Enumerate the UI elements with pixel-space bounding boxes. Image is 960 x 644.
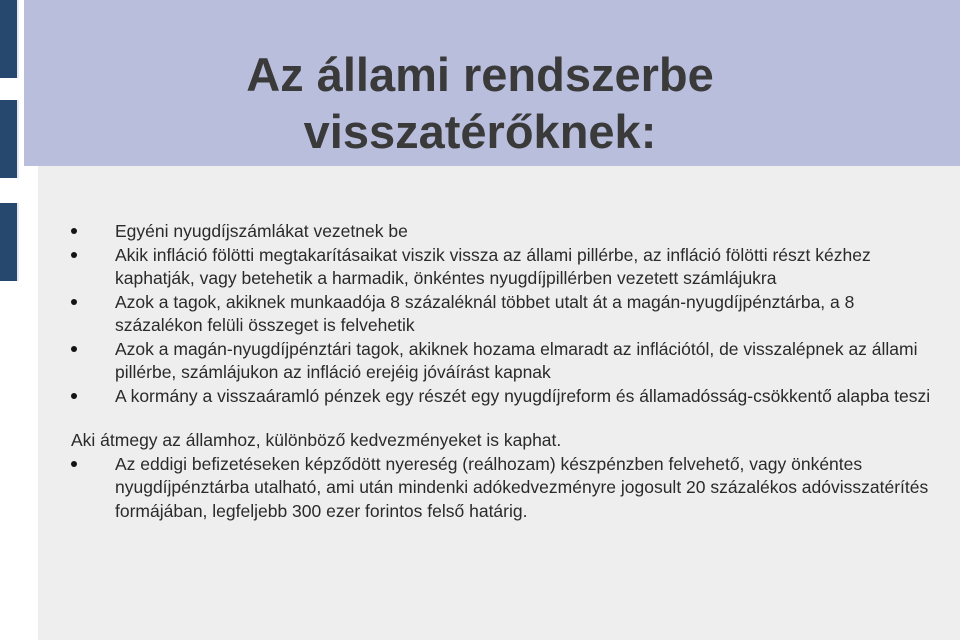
- slide-title-line-1: Az állami rendszerbe: [246, 48, 714, 101]
- bullet-text: A kormány a visszaáramló pénzek egy részét egy nyugdíjreform és államadósság-csökkentő alapba teszi: [115, 385, 931, 406]
- bullet-text: Az eddigi befizetéseken képződött nyereség (reálhozam) készpénzben felvehető, vagy önkéntes nyugdíjpénztárba utalható, ami után mindenki adókedvezményre jogosult 20 százalékos adóvisszatérítés formájában, legfeljebb 300 ezer forintos felső határig.: [115, 453, 929, 521]
- paragraph-spacer: [71, 408, 931, 429]
- slide-title: [160, 46, 800, 160]
- bullet-dot-icon: [71, 461, 77, 467]
- left-accent-bar-middle: [0, 100, 19, 178]
- bullet-dot-icon: [71, 228, 77, 234]
- bullet-dot-icon: [71, 299, 77, 305]
- bullet-text: Azok a magán-nyugdíjpénztári tagok, akiknek hozama elmaradt az inflációtól, de visszalépnek az állami pillérbe, számlájukon az infláció erejéig jóváírást kapnak: [115, 338, 918, 382]
- bullet-text: Egyéni nyugdíjszámlákat vezetnek be: [115, 221, 408, 241]
- bullet-item: [71, 385, 931, 409]
- bullet-dot-icon: [71, 346, 77, 352]
- bullet-text: Akik infláció fölötti megtakarításaikat viszik vissza az állami pillérbe, az infláció fölötti részt kézhez kaphatják, vagy betehetik a harmadik, önkéntes nyugdíjpillérben vezetett számlájukra: [115, 244, 871, 288]
- left-accent-bar-bottom: [0, 203, 19, 281]
- bullet-item: [71, 220, 931, 244]
- bullet-item: [71, 244, 931, 291]
- bullet-dot-icon: [71, 393, 77, 399]
- bullet-item: [71, 453, 931, 524]
- bullet-item: [71, 338, 931, 385]
- plain-paragraph: Aki átmegy az államhoz, különböző kedvezményeket is kaphat.: [71, 430, 562, 450]
- slide-title-line-2: visszatérőknek:: [303, 105, 657, 158]
- bullet-text: Azok a tagok, akiknek munkaadója 8 százaléknál többet utalt át a magán-nyugdíjpénztárba, a 8 százalékon felüli összeget is felvehetik: [115, 291, 855, 335]
- left-accent-bar-top: [0, 0, 19, 78]
- bullet-dot-icon: [71, 252, 77, 258]
- bullet-item: [71, 291, 931, 338]
- slide-content: [71, 220, 931, 523]
